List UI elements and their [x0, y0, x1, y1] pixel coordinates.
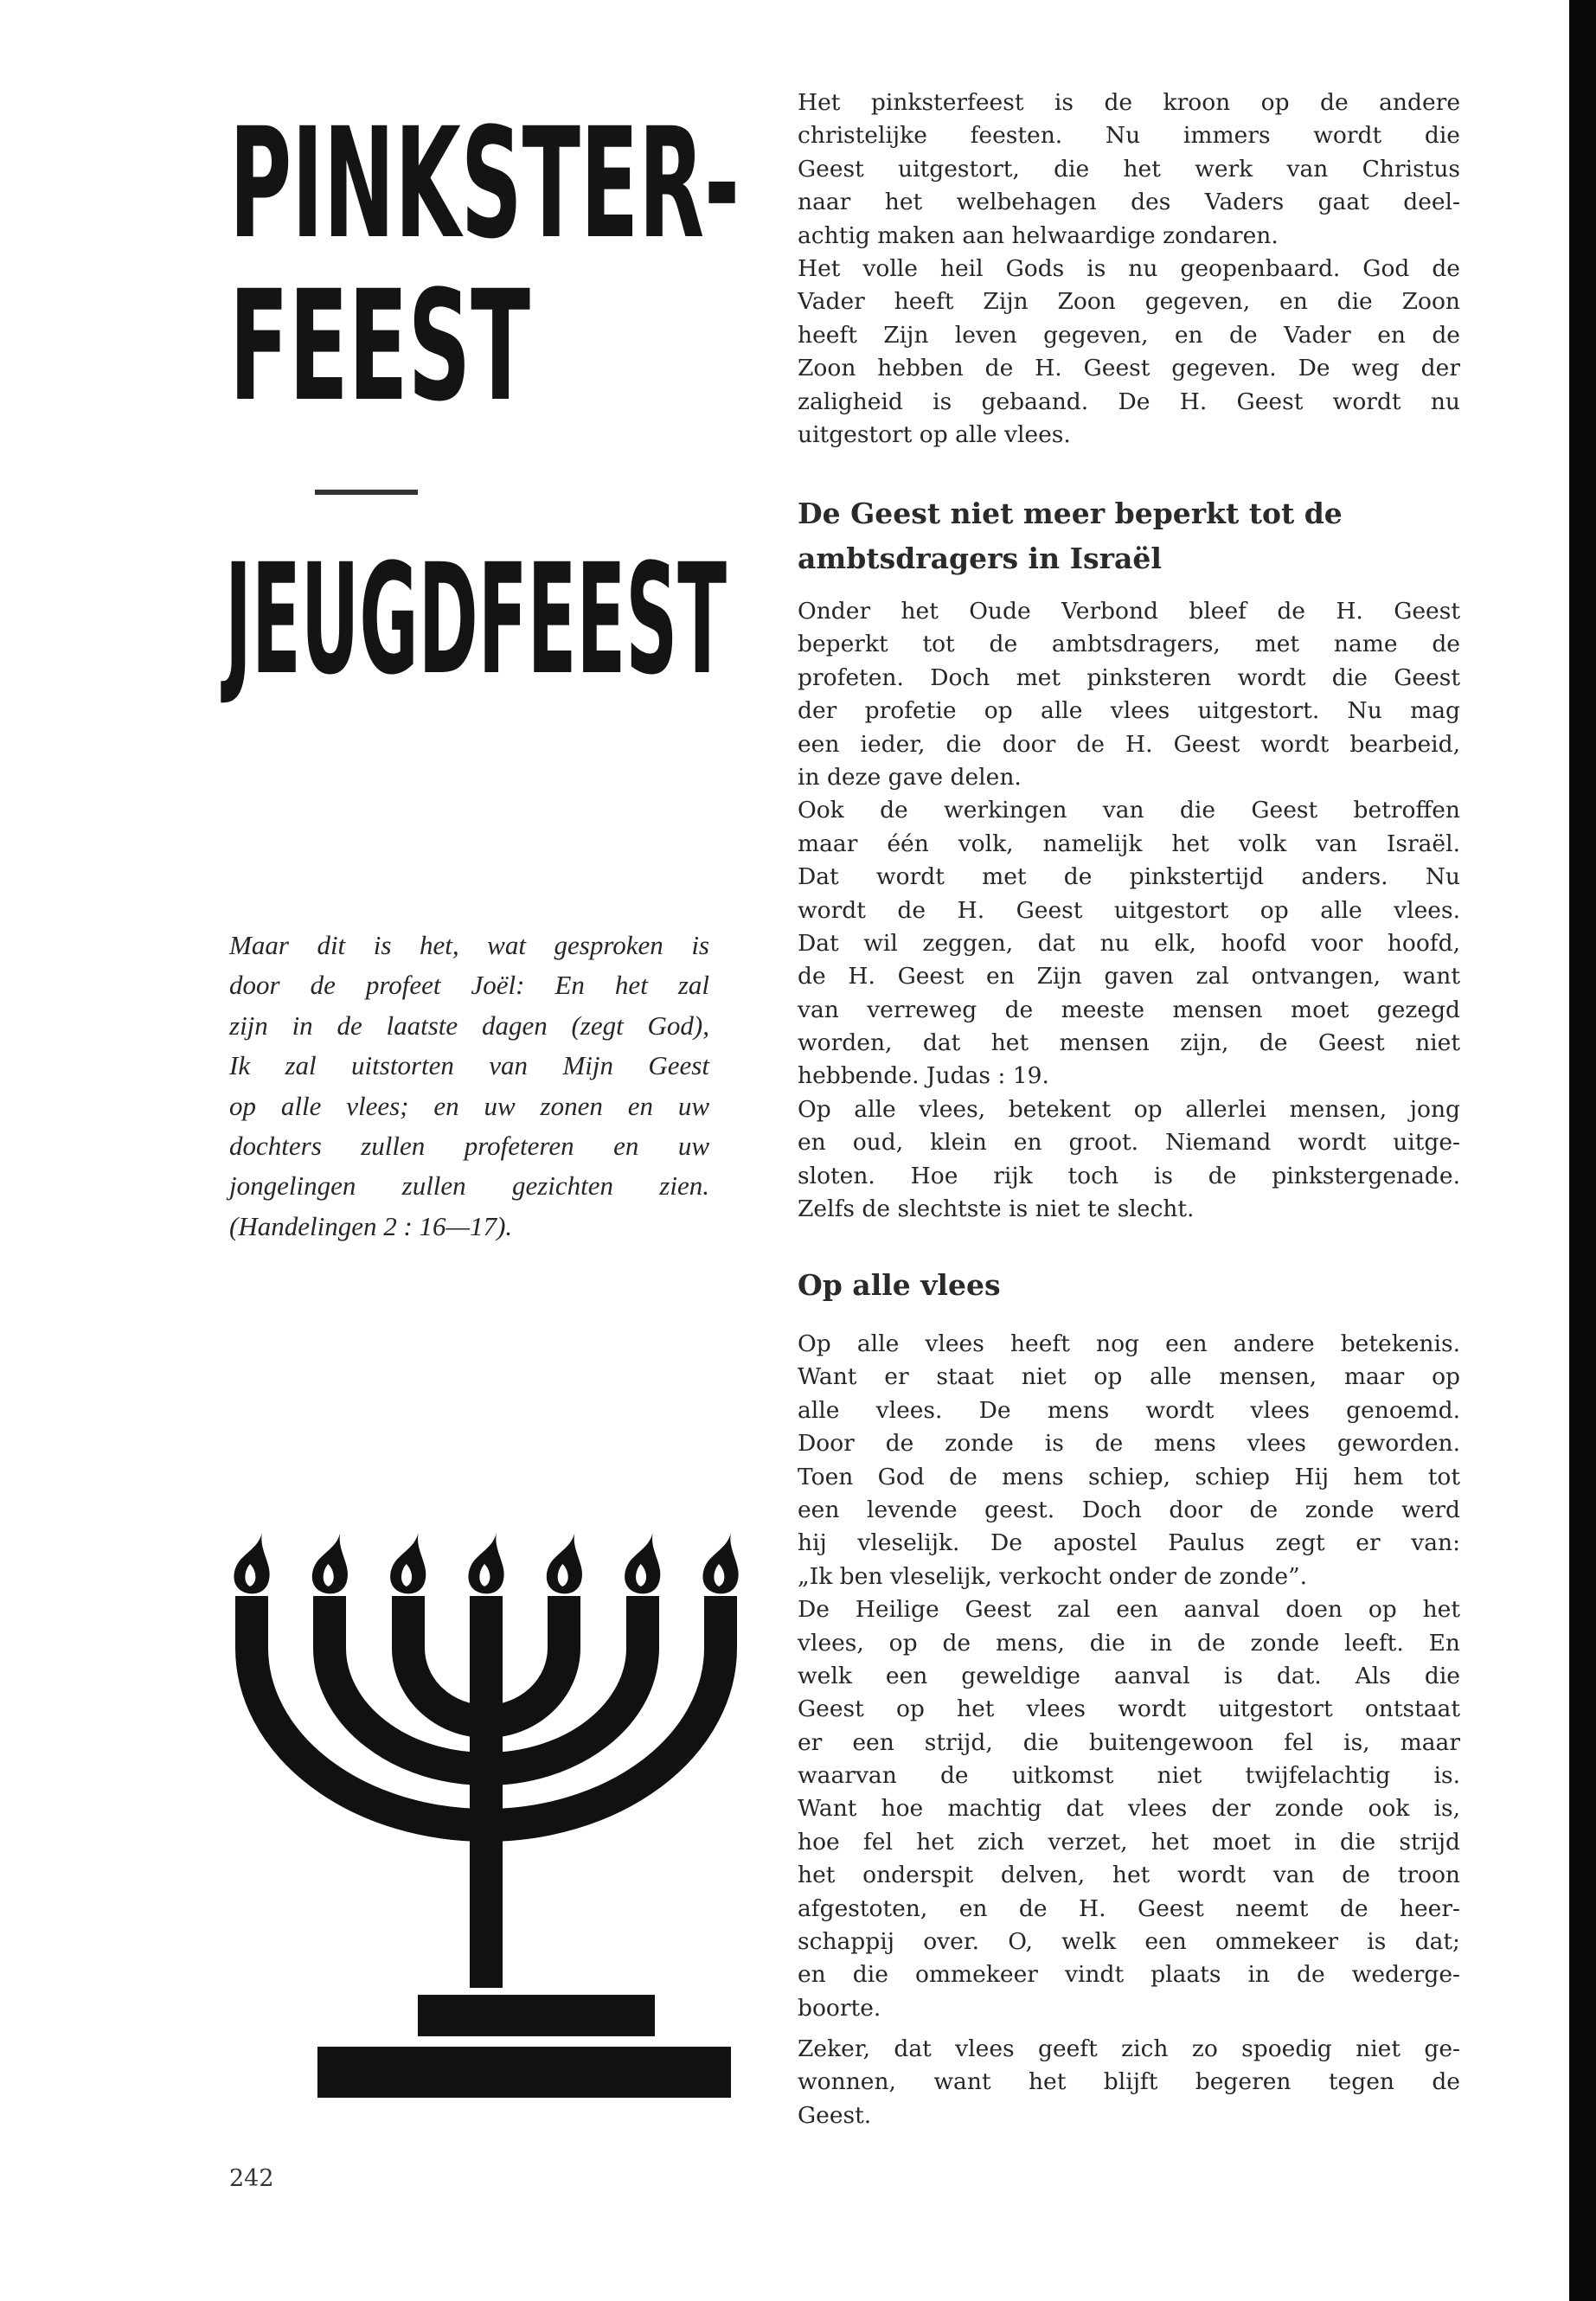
text-line: naar het welbehagen des Vaders gaat deel- — [798, 189, 1460, 216]
text-line: de H. Geest en Zijn gaven zal ontvangen, want — [798, 963, 1460, 990]
heading-line: De Geest niet meer beperkt tot de — [798, 497, 1343, 530]
page-number: 242 — [229, 2165, 274, 2192]
text-line: hoe fel het zich verzet, het moet in die strijd — [798, 1828, 1460, 1856]
text-line: schappij over. O, welk een ommekeer is dat; — [798, 1928, 1460, 1956]
section-op-alle-vlees-body — [798, 1328, 1460, 2025]
text-line: Het pinksterfeest is de kroon op de andere — [798, 89, 1460, 116]
text-line: afgestoten, en de H. Geest neemt de heer- — [798, 1894, 1460, 1922]
headline-feest: FEEST — [229, 258, 530, 435]
text-line: wordt de H. Geest uitgestort op alle vlees. — [798, 896, 1460, 924]
text-line: achtig maken aan helwaardige zondaren. — [798, 221, 1279, 249]
text-line: een levende geest. Doch door de zonde werd — [798, 1496, 1460, 1523]
text-line: der profetie op alle vlees uitgestort. Nu mag — [798, 697, 1460, 725]
text-line: Onder het Oude Verbond bleef de H. Geest — [798, 598, 1460, 625]
text-line: en die ommekeer vindt plaats in de wederge- — [798, 1961, 1460, 1989]
headline-pinkster: PINKSTER- — [229, 95, 740, 272]
text-line: Geest uitgestort, die het werk van Christus — [798, 155, 1460, 183]
text-line: een ieder, die door de H. Geest wordt bearbeid, — [798, 730, 1460, 758]
text-line: heeft Zijn leven gegeven, en de Vader en de — [798, 321, 1460, 349]
text-line: hebbende. Judas : 19. — [798, 1062, 1049, 1090]
menorah-base-lower — [317, 2047, 731, 2098]
text-line: het onderspit delven, het wordt van de troon — [798, 1862, 1460, 1889]
text-line: (Handelingen 2 : 16—17). — [229, 1210, 513, 1241]
text-line: jongelingen zullen gezichten zien. — [229, 1170, 709, 1202]
text-line: vlees, op de mens, die in de zonde leeft. En — [798, 1629, 1460, 1657]
text-line: Het volle heil Gods is nu geopenbaard. God de — [798, 254, 1460, 282]
text-line: profeten. Doch met pinksteren wordt die Geest — [798, 663, 1460, 691]
flame-icon — [312, 1533, 348, 1593]
scan-edge-bar — [1569, 0, 1596, 2301]
text-line: alle vlees. De mens wordt vlees genoemd. — [798, 1396, 1460, 1424]
text-line: er een strijd, die buitengewoon fel is, maar — [798, 1728, 1460, 1756]
text-line: hij vleselijk. De apostel Paulus zegt er van: — [798, 1529, 1460, 1557]
text-line: Op alle vlees, betekent op allerlei mensen, jong — [798, 1095, 1460, 1123]
menorah-icon — [0, 0, 779, 2163]
text-line: wonnen, want het blijft begeren tegen de — [798, 2068, 1460, 2096]
text-line: Vader heeft Zijn Zoon gegeven, en die Zoon — [798, 288, 1460, 316]
text-line: Ik zal uitstorten van Mijn Geest — [229, 1050, 709, 1081]
text-line: Ook de werkingen van die Geest betroffen — [798, 797, 1460, 824]
section-ambtsdragers-body — [798, 595, 1460, 1226]
text-line: zaligheid is gebaand. De H. Geest wordt nu — [798, 388, 1460, 415]
text-line: boorte. — [798, 1994, 881, 2022]
text-line: Zelfs de slechtste is niet te slecht. — [798, 1195, 1195, 1223]
text-line: beperkt tot de ambtsdragers, met name de — [798, 631, 1460, 658]
text-line: door de profeet Joël: En het zal — [229, 970, 709, 1001]
text-line: Dat wordt met de pinkstertijd anders. Nu — [798, 863, 1460, 891]
flame-icon — [390, 1533, 426, 1593]
text-line: Maar dit is het, wat gesproken is — [229, 930, 709, 960]
section-heading-ambtsdragers — [798, 491, 1343, 581]
text-line: Zeker, dat vlees geeft zich zo spoedig niet ge- — [798, 2035, 1460, 2062]
article-intro — [798, 87, 1460, 452]
text-line: christelijke feesten. Nu immers wordt die — [798, 122, 1460, 150]
text-line: De Heilige Geest zal een aanval doen op het — [798, 1596, 1460, 1624]
flame-icon — [468, 1533, 503, 1593]
text-line: Dat wil zeggen, dat nu elk, hoofd voor hoofd, — [798, 929, 1460, 957]
section-heading-op-alle-vlees: Op alle vlees — [798, 1268, 1001, 1302]
text-line: uitgestort op alle vlees. — [798, 420, 1071, 448]
text-line: Want er staat niet op alle mensen, maar op — [798, 1363, 1460, 1391]
text-line: Geest op het vlees wordt uitgestort ontstaat — [798, 1695, 1460, 1723]
text-line: Geest. — [798, 2101, 872, 2129]
text-line: waarvan de uitkomst niet twijfelachtig is. — [798, 1762, 1460, 1790]
text-line: welk een geweldige aanval is dat. Als die — [798, 1662, 1460, 1689]
text-line: „Ik ben vleselijk, verkocht onder de zonde”. — [798, 1562, 1308, 1590]
heading-line: ambtsdragers in Israël — [798, 542, 1162, 575]
text-line: dochters zullen profeteren en uw — [229, 1130, 709, 1161]
section-closing-paragraph — [798, 2033, 1460, 2132]
text-line: Door de zonde is de mens vlees geworden. — [798, 1430, 1460, 1458]
text-line: en oud, klein en groot. Niemand wordt uitge- — [798, 1129, 1460, 1157]
text-line: Op alle vlees heeft nog een andere betekenis. — [798, 1330, 1460, 1357]
text-line: sloten. Hoe rijk toch is de pinkstergenade. — [798, 1162, 1460, 1189]
text-line: op alle vlees; en uw zonen en uw — [229, 1090, 709, 1121]
menorah-base-upper — [418, 1995, 655, 2036]
flame-icon — [625, 1533, 660, 1593]
flame-icon — [547, 1533, 582, 1593]
text-line: Toen God de mens schiep, schiep Hij hem tot — [798, 1463, 1460, 1490]
headline-jeugdfeest: JEUGDFEEST — [221, 531, 727, 708]
flame-icon — [702, 1533, 738, 1593]
flame-icon — [234, 1533, 269, 1593]
text-line: maar één volk, namelijk het volk van Israël. — [798, 830, 1460, 857]
text-line: van verreweg de meeste mensen moet gezegd — [798, 996, 1460, 1023]
text-line: worden, dat het mensen zijn, de Geest niet — [798, 1029, 1460, 1057]
text-line: zijn in de laatste dagen (zegt God), — [229, 1009, 709, 1041]
text-line: in deze gave delen. — [798, 763, 1022, 791]
text-line: Want hoe machtig dat vlees der zonde ook is, — [798, 1795, 1460, 1823]
text-line: Zoon hebben de H. Geest gegeven. De weg der — [798, 355, 1460, 382]
